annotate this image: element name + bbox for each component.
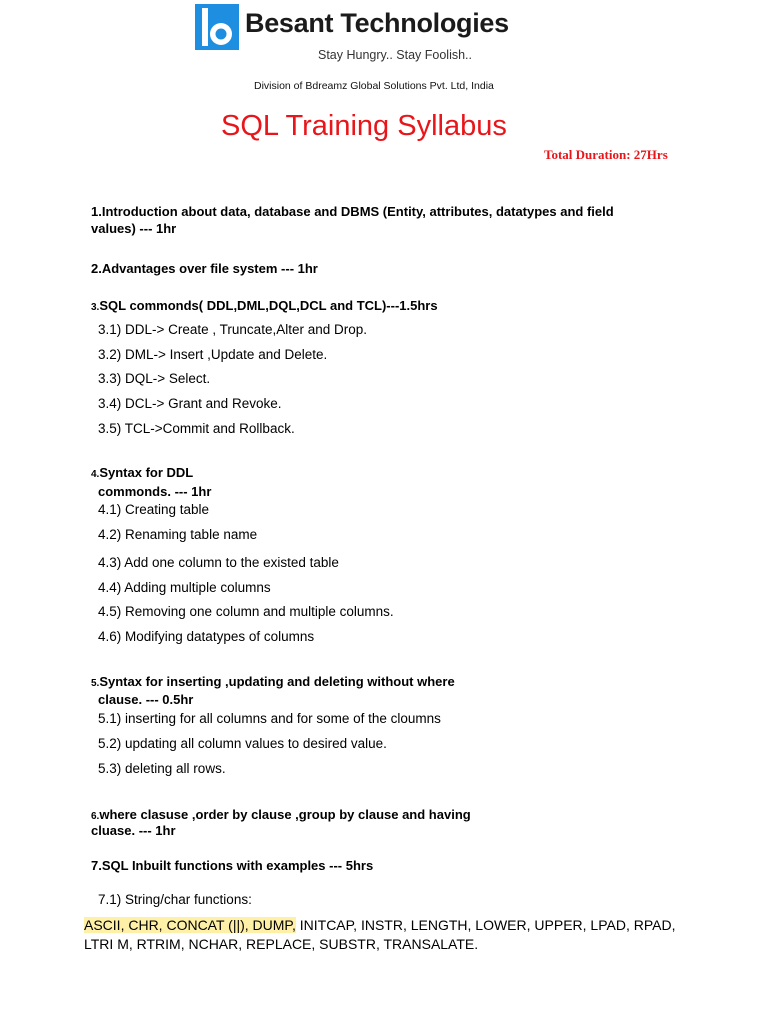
list-item: 5.1) inserting for all columns and for some of the cloumns — [98, 711, 441, 726]
list-item: 7.1) String/char functions: — [98, 892, 252, 907]
section-1-line-1: 1.Introduction about data, database and DBMS (Entity, attributes, datatypes and field — [91, 204, 614, 219]
section-6-number: 6. — [91, 811, 100, 822]
section-5-line-2: clause. --- 0.5hr — [98, 692, 194, 707]
brand-name: Besant Technologies — [245, 8, 509, 38]
highlighted-functions: ASCII, CHR, CONCAT (||), DUMP, — [84, 917, 296, 933]
division-text: Division of Bdreamz Global Solutions Pvt. Ltd, India — [254, 80, 494, 92]
section-6-line-2: cluase. --- 1hr — [91, 823, 176, 838]
tagline: Stay Hungry.. Stay Foolish.. — [318, 48, 472, 62]
section-4-number: 4. — [91, 469, 100, 480]
list-item: 4.1) Creating table — [98, 502, 210, 517]
list-item: 4.4) Adding multiple columns — [98, 580, 271, 595]
section-3-heading — [91, 297, 438, 315]
list-item: 4.6) Modifying datatypes of columns — [98, 629, 315, 644]
list-item: 4.3) Add one column to the existed table — [98, 555, 339, 570]
functions-rest: INITCAP, INSTR, LENGTH, LOWER, UPPER, LPAD, RPAD, — [295, 917, 676, 933]
page-title: SQL Training Syllabus — [221, 110, 507, 142]
list-item: 4.5) Removing one column and multiple columns. — [98, 604, 394, 619]
section-4-heading — [91, 464, 193, 482]
list-item: 3.4) DCL-> Grant and Revoke. — [98, 396, 282, 411]
section-5-title: Syntax for inserting ,updating and deleting without where — [99, 674, 455, 689]
list-item: 3.2) DML-> Insert ,Update and Delete. — [98, 347, 328, 362]
section-7-heading: 7.SQL Inbuilt functions with examples --- 5hrs — [91, 858, 374, 873]
section-2-heading: 2.Advantages over file system --- 1hr — [91, 261, 318, 276]
section-5-number: 5. — [91, 678, 100, 689]
list-item: 3.5) TCL->Commit and Rollback. — [98, 421, 295, 436]
section-3-number: 3. — [91, 302, 100, 313]
list-item: 5.2) updating all column values to desired value. — [98, 736, 387, 751]
section-5-heading — [91, 673, 455, 691]
section-6-title: where clasuse ,order by clause ,group by clause and having — [99, 807, 471, 822]
list-item: 3.1) DDL-> Create , Truncate,Alter and Drop. — [98, 322, 367, 337]
total-duration: Total Duration: 27Hrs — [544, 147, 668, 162]
section-4-line-2: commonds. --- 1hr — [98, 484, 212, 499]
besant-logo-icon — [195, 4, 239, 50]
section-6-heading — [91, 806, 471, 824]
string-functions-line-2: LTRI M, RTRIM, NCHAR, REPLACE, SUBSTR, TRANSALATE. — [84, 936, 479, 952]
list-item: 5.3) deleting all rows. — [98, 761, 226, 776]
list-item: 3.3) DQL-> Select. — [98, 371, 211, 386]
string-functions-line-1 — [84, 917, 676, 933]
section-3-title: SQL commonds( DDL,DML,DQL,DCL and TCL)---1.5hrs — [99, 298, 438, 313]
list-item: 4.2) Renaming table name — [98, 527, 258, 542]
section-1-line-2: values) --- 1hr — [91, 221, 177, 236]
section-4-title: Syntax for DDL — [99, 465, 194, 480]
